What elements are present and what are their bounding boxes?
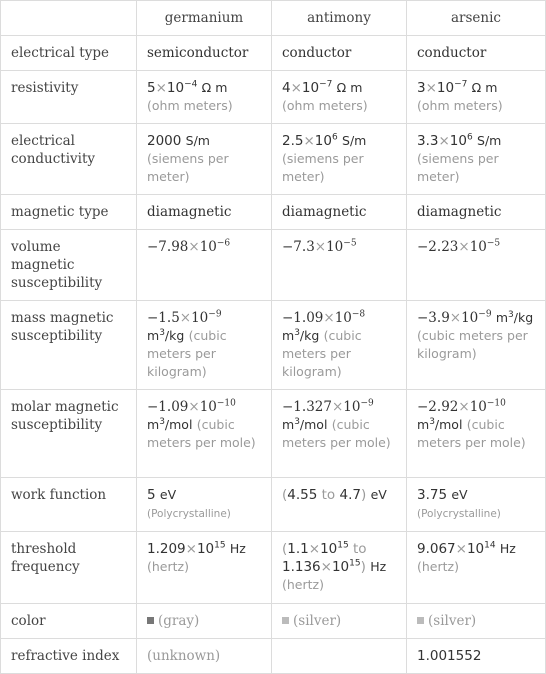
column-header-arsenic: arsenic (407, 1, 546, 36)
row-electrical-conductivity (1, 124, 546, 195)
row-color (1, 604, 546, 639)
row-label: mass magnetic susceptibility (1, 301, 137, 390)
cell-arsenic: diamagnetic (407, 195, 546, 230)
row-magnetic-type (1, 195, 546, 230)
value: (4.55 to 4.7) eV (282, 487, 387, 503)
row-label: electrical conductivity (1, 124, 137, 195)
row-electrical-type (1, 36, 546, 71)
row-refractive-index (1, 639, 546, 674)
cell-germanium: $-1.09\times 10^{-10}$ $m^3$/mol (cubic meters per mole) (137, 390, 272, 478)
cell-antimony: diamagnetic (272, 195, 407, 230)
note: (Polycrystalline) (147, 508, 231, 520)
cell-arsenic (407, 124, 546, 195)
row-mass-magnetic-susceptibility (1, 301, 546, 390)
cell-antimony: $-1.327\times 10^{-9}$ $m^3$/mol (cubic meters per mole) (272, 390, 407, 478)
cell-arsenic: conductor (407, 36, 546, 71)
color-swatch (147, 617, 154, 624)
row-label: molar magnetic susceptibility (1, 390, 137, 478)
row-label: refractive index (1, 639, 137, 674)
column-header-germanium: germanium (137, 1, 272, 36)
cell-germanium (137, 532, 272, 604)
unit-description: (hertz) (147, 559, 189, 574)
unit-description: (cubic meters per kilogram) (417, 328, 528, 361)
value: $2.5\times 10^6$ S/m (282, 132, 367, 149)
cell-germanium: diamagnetic (137, 195, 272, 230)
cell-arsenic: $-3.9\times 10^{-9}$ $m^3/kg$ (cubic meters per kilogram) (407, 301, 546, 390)
cell-germanium: (gray) (137, 604, 272, 639)
row-label: threshold frequency (1, 532, 137, 604)
row-label: work function (1, 478, 137, 532)
column-header-antimony: antimony (272, 1, 407, 36)
color-swatch (417, 617, 424, 624)
cell-arsenic (407, 532, 546, 604)
cell-antimony: (silver) (272, 604, 407, 639)
cell-germanium: $-7.98\times 10^{-6}$ (137, 230, 272, 301)
value: $1.209\times 10^{15}$ Hz (147, 540, 246, 557)
unit-description: (cubic meters per mole) (282, 417, 391, 450)
row-label: magnetic type (1, 195, 137, 230)
row-label: electrical type (1, 36, 137, 71)
value: ($1.1\times 10^{15}$ to $1.136\times 10^{15}$) Hz (282, 540, 387, 575)
unit-description: (ohm meters) (147, 98, 233, 113)
cell-arsenic: (silver) (407, 604, 546, 639)
note: (Polycrystalline) (417, 508, 501, 520)
value: 2000 S/m (147, 133, 210, 149)
header-row (1, 1, 546, 36)
unit-description: (cubic meters per mole) (417, 417, 526, 450)
cell-arsenic (407, 71, 546, 124)
cell-antimony (272, 478, 407, 532)
unit-description: (hertz) (282, 577, 324, 592)
cell-antimony (272, 71, 407, 124)
row-label: color (1, 604, 137, 639)
value: 3.75 eV (417, 487, 468, 503)
value: 5 eV (147, 487, 177, 503)
unit-description: (cubic meters per kilogram) (147, 328, 227, 379)
unit-description: (cubic meters per mole) (147, 417, 256, 450)
value: $3\times 10^{-7}$ Ω m (417, 79, 498, 96)
cell-arsenic (407, 478, 546, 532)
cell-arsenic: $-2.23\times 10^{-5}$ (407, 230, 546, 301)
cell-antimony: $-7.3\times 10^{-5}$ (272, 230, 407, 301)
row-work-function (1, 478, 546, 532)
value: $3.3\times 10^6$ S/m (417, 132, 502, 149)
cell-antimony: conductor (272, 36, 407, 71)
unit-description: (cubic meters per kilogram) (282, 328, 362, 379)
cell-arsenic: 1.001552 (407, 639, 546, 674)
unit-description: (siemens per meter) (417, 151, 499, 184)
cell-germanium: (unknown) (137, 639, 272, 674)
cell-antimony (272, 124, 407, 195)
cell-antimony (272, 532, 407, 604)
cell-germanium (137, 478, 272, 532)
row-volume-magnetic-susceptibility (1, 230, 546, 301)
row-resistivity (1, 71, 546, 124)
cell-germanium: semiconductor (137, 36, 272, 71)
row-label: resistivity (1, 71, 137, 124)
corner-cell (1, 1, 137, 36)
cell-antimony (272, 639, 407, 674)
row-threshold-frequency (1, 532, 546, 604)
unit-description: (ohm meters) (417, 98, 503, 113)
color-swatch (282, 617, 289, 624)
unit-description: (ohm meters) (282, 98, 368, 113)
value: $5\times 10^{-4}$ Ω m (147, 79, 228, 96)
row-label: volume magnetic susceptibility (1, 230, 137, 301)
row-molar-magnetic-susceptibility (1, 390, 546, 478)
value: $4\times 10^{-7}$ Ω m (282, 79, 363, 96)
cell-germanium (137, 71, 272, 124)
cell-arsenic: $-2.92\times 10^{-10}$ $m^3$/mol (cubic meters per mole) (407, 390, 546, 478)
value: $9.067\times 10^{14}$ Hz (417, 540, 516, 557)
unit-description: (siemens per meter) (282, 151, 364, 184)
cell-antimony: $-1.09\times 10^{-8}$ $m^3/kg$ (cubic meters per kilogram) (272, 301, 407, 390)
cell-germanium (137, 124, 272, 195)
cell-germanium: $-1.5\times 10^{-9}$ $m^3/kg$ (cubic meters per kilogram) (137, 301, 272, 390)
unit-description: (hertz) (417, 559, 459, 574)
unit-description: (siemens per meter) (147, 151, 229, 184)
